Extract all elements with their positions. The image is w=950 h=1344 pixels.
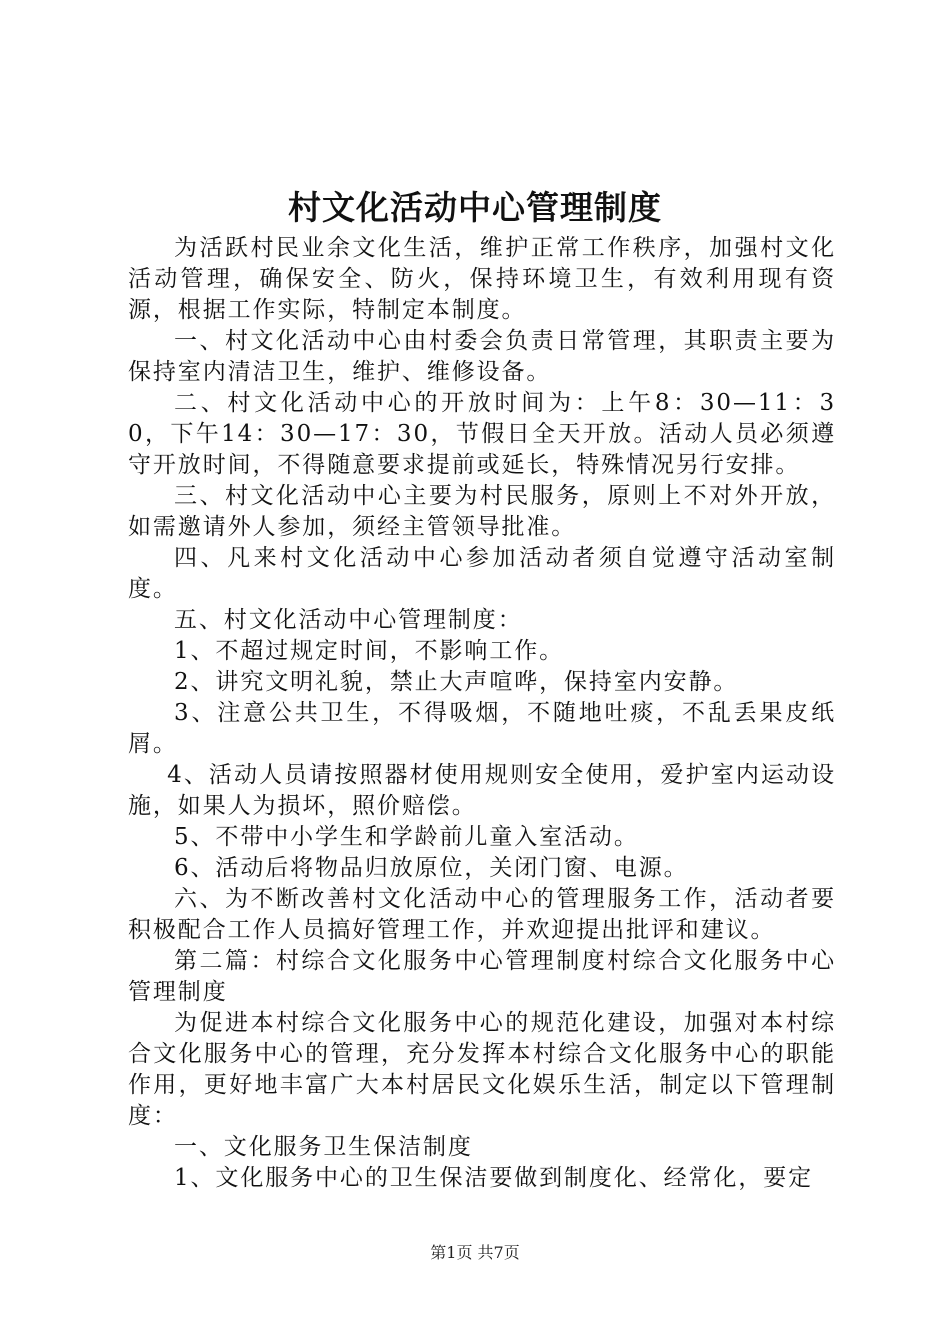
paragraph: 为活跃村民业余文化生活，维护正常工作秩序，加强村文化活动管理，确保安全、防火，保持环境卫生，有效利用现有资源，根据工作实际，特制定本制度。	[128, 235, 836, 323]
section-heading: 第二篇：村综合文化服务中心管理制度村综合文化服务中心管理制度	[128, 948, 836, 1005]
list-item: 2、讲究文明礼貌，禁止大声喧哗，保持室内安静。	[174, 669, 739, 695]
document-body	[128, 233, 836, 1194]
paragraph: 四、凡来村文化活动中心参加活动者须自觉遵守活动室制度。	[128, 545, 836, 602]
paragraph: 二、村文化活动中心的开放时间为：上午8：30—11：30，下午14：30—17：30，节假日全天开放。活动人员必须遵守开放时间，不得随意要求提前或延长，特殊情况另行安排。	[128, 390, 836, 478]
list-item: 1、不超过规定时间，不影响工作。	[174, 638, 565, 664]
list-item: 1、文化服务中心的卫生保洁要做到制度化、经常化，要定	[174, 1165, 814, 1191]
page-number: 第1页 共7页	[430, 1243, 520, 1262]
document-title: 村文化活动中心管理制度	[288, 188, 662, 227]
list-item: 5、不带中小学生和学龄前儿童入室活动。	[174, 824, 639, 850]
paragraph: 三、村文化活动中心主要为村民服务，原则上不对外开放，如需邀请外人参加，须经主管领导批准。	[128, 483, 836, 540]
list-item: 6、活动后将物品归放原位，关闭门窗、电源。	[174, 855, 689, 881]
paragraph: 五、村文化活动中心管理制度：	[174, 607, 523, 633]
paragraph: 一、村文化活动中心由村委会负责日常管理，其职责主要为保持室内清洁卫生，维护、维修设备。	[128, 328, 836, 385]
paragraph: 为促进本村综合文化服务中心的规范化建设，加强对本村综合文化服务中心的管理，充分发挥本村综合文化服务中心的职能作用，更好地丰富广大本村居民文化娱乐生活，制定以下管理制度：	[128, 1010, 836, 1129]
section-subheading: 一、文化服务卫生保洁制度	[174, 1134, 473, 1160]
list-item: 4、活动人员请按照器材使用规则安全使用，爱护室内运动设施，如果人为损坏，照价赔偿。	[128, 762, 836, 819]
list-item: 3、注意公共卫生，不得吸烟，不随地吐痰，不乱丢果皮纸屑。	[128, 700, 836, 757]
paragraph: 六、为不断改善村文化活动中心的管理服务工作，活动者要积极配合工作人员搞好管理工作，并欢迎提出批评和建议。	[128, 886, 836, 943]
